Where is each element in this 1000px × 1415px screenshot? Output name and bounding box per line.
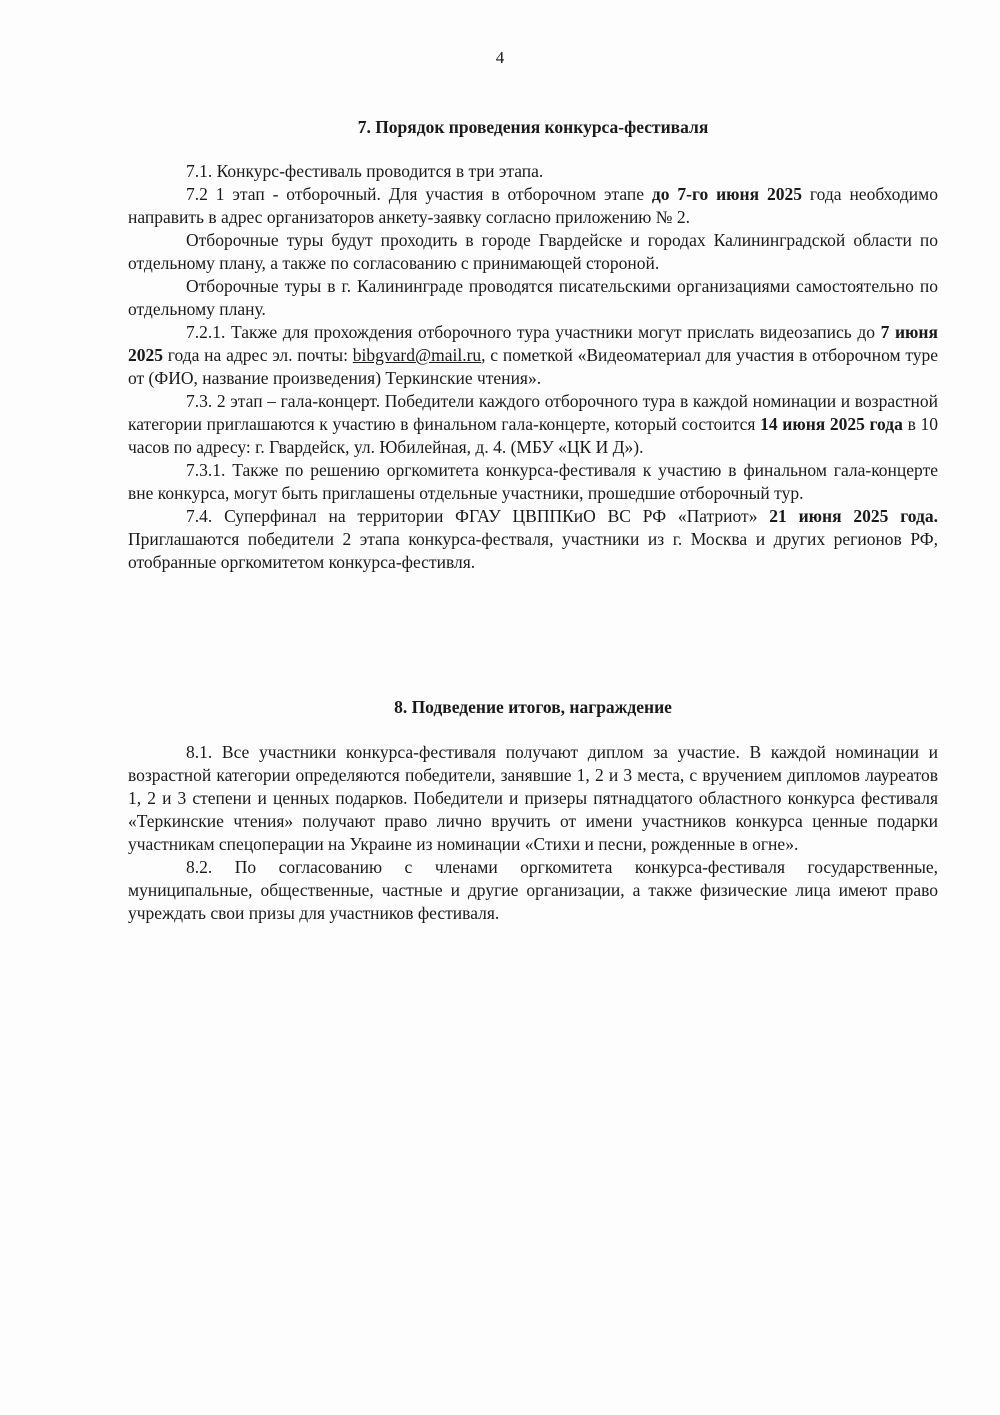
paragraph-7-2	[128, 183, 938, 229]
paragraph-7-4-date: 21 июня 2025 года.	[769, 506, 938, 526]
email-link[interactable]: bibgvard@mail.ru	[352, 345, 482, 365]
paragraph-7-3-1: 7.3.1. Также по решению оргкомитета конкурса-фестиваля к участию в финальном гала-концерте вне конкурса, могут быть приглашены отдельные участники, прошедшие отборочный тур.	[128, 460, 938, 503]
paragraph-7-4-text-c: Приглашаются победители 2 этапа конкурса-фестваля, участники из г. Москва и других регионов РФ, отобранные оргкомитетом конкурса-фестивля.	[128, 529, 938, 572]
section-7-heading-block	[128, 117, 938, 138]
paragraph-7-2-1-text-c: года на адрес эл. почты:	[163, 345, 353, 365]
paragraph-7-4-text-a: 7.4. Суперфинал на территории ФГАУ ЦВППКиО ВС РФ «Патриот»	[186, 506, 770, 526]
paragraph-7-3-date: 14 июня 2025 года	[760, 414, 903, 434]
section-8-heading-block	[128, 697, 938, 718]
paragraph-7-4	[128, 505, 938, 574]
paragraph-8-1: 8.1. Все участники конкурса-фестиваля получают диплом за участие. В каждой номинации и возрастной категории определяются победители, занявшие 1, 2 и 3 места, с вручением дипломов лауреатов 1, 2 и 3 степени и ценных подарков. Победители и призеры пятнадцатого областного конкурса фестиваля «Теркинские чтения» получают право лично вручить от имени участников конкурса ценные подарки участникам спецоперации на Украине из номинации «Стихи и песни, рожденные в огне».	[128, 742, 938, 854]
paragraph-7-2-text-c: года необходимо направить в адрес организаторов анкету-заявку согласно приложению № 2.	[128, 184, 938, 227]
paragraph-7-1: 7.1. Конкурс-фестиваль проводится в три этапа.	[186, 161, 544, 181]
paragraph-7-3-text-c: в 10 часов по адресу: г. Гвардейск, ул. Юбилейная, д. 4. (МБУ «ЦК И Д»).	[128, 414, 938, 457]
paragraph-7-2-text-a: 7.2 1 этап - отборочный. Для участия в отборочном этапе	[186, 184, 652, 204]
paragraph-7-3-text-a: 7.3. 2 этап – гала-концерт. Победители каждого отборочного тура в каждой номинации и возрастной категории приглашаются к участию в финальном гала-концерте, который состоится	[128, 391, 938, 434]
paragraph-8-2: 8.2. По согласованию с членами оргкомитета конкурса-фестиваля государственные, муниципальные, общественные, частные и другие организации, а также физические лица имеют право учреждать свои призы для участников фестиваля.	[128, 857, 938, 923]
paragraph-7-2-1-date: 7 июня 2025	[128, 322, 938, 365]
paragraph-7-3	[128, 390, 938, 459]
paragraph-7-2-1	[128, 321, 938, 390]
page-number: 4	[495, 48, 505, 67]
paragraph-7-2-1-text-a: 7.2.1. Также для прохождения отборочного тура участники могут прислать видеозапись до	[186, 322, 881, 342]
paragraph-7-2-date: до 7-го июня 2025	[651, 184, 802, 204]
paragraph-7-2-tours: Отборочные туры будут проходить в городе Гвардейске и городах Калининградской области по отдельному плану, а также по согласованию с принимающей стороной.	[128, 230, 938, 273]
section-7-body	[128, 160, 938, 574]
section-8-title: 8. Подведение итогов, награждение	[394, 697, 672, 717]
paragraph-7-2-1-text-d: , с пометкой «Видеоматериал для участия в отборочном туре от (ФИО, название произведения) Теркинские чтения».	[128, 345, 938, 388]
paragraph-7-2-kaliningrad: Отборочные туры в г. Калининграде проводятся писательскими организациями самостоятельно по отдельному плану.	[128, 276, 938, 319]
section-8-body	[128, 741, 938, 925]
section-7-title: 7. Порядок проведения конкурса-фестиваля	[357, 117, 709, 137]
